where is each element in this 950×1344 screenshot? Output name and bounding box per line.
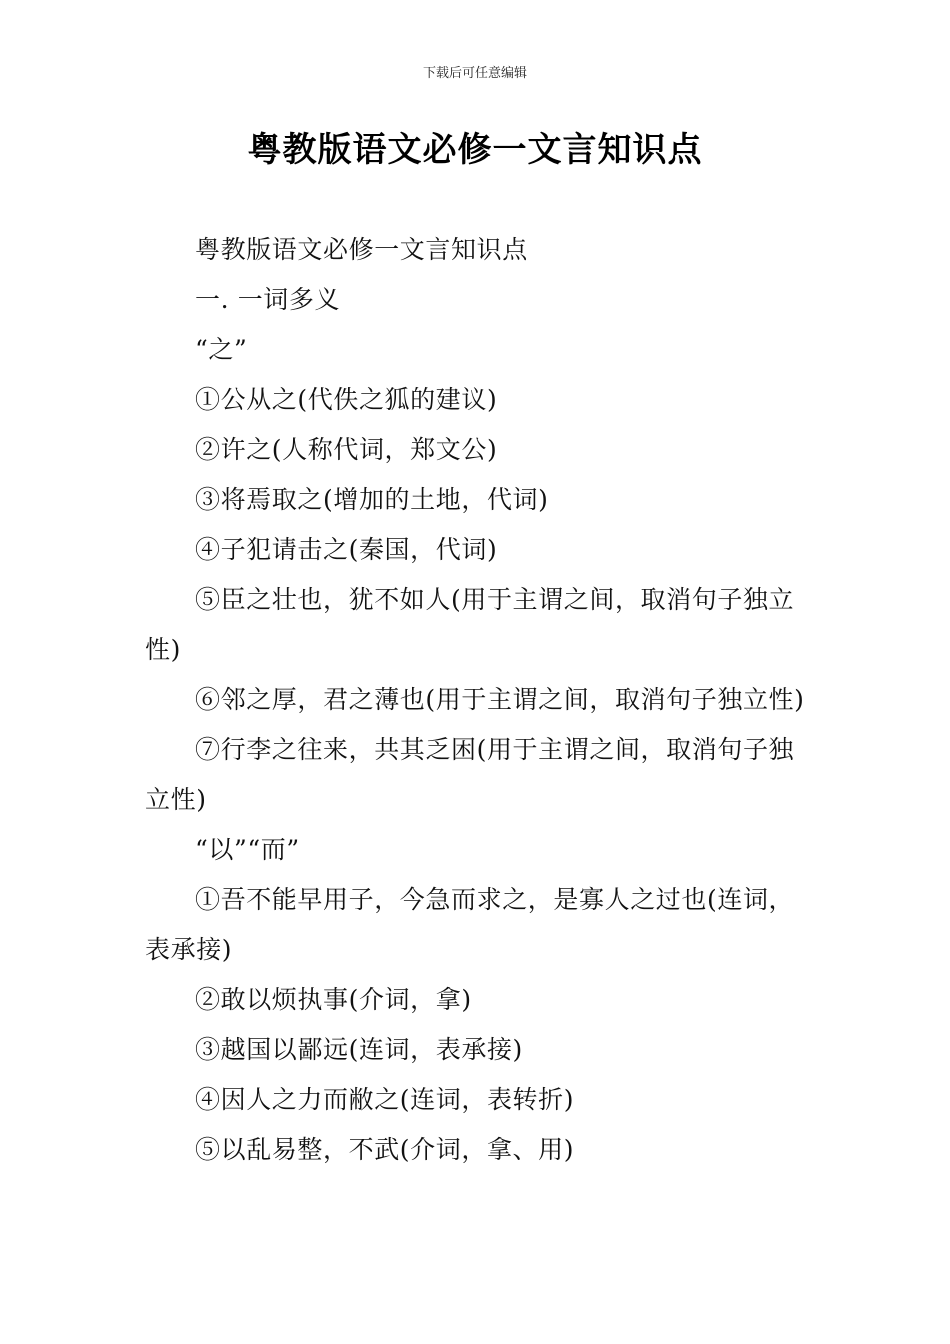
section-heading: 一. 一词多义 xyxy=(195,285,341,314)
body-paragraph: 粤教版语文必修一文言知识点 xyxy=(195,235,528,264)
list-item: ②敢以烦执事(介词，拿) xyxy=(195,985,472,1014)
header-note: 下载后可任意编辑 xyxy=(422,66,527,81)
list-item: ④子犯请击之(秦国，代词) xyxy=(195,535,498,564)
list-item: ④因人之力而敝之(连词，表转折) xyxy=(195,1085,575,1114)
subheading: “以”“而” xyxy=(195,835,300,864)
list-item: ①公从之(代佚之狐的建议) xyxy=(195,385,498,414)
list-item: ②许之(人称代词，郑文公) xyxy=(195,435,498,464)
list-item: ③将焉取之(增加的土地，代词) xyxy=(195,485,549,514)
document-title: 粤教版语文必修一文言知识点 xyxy=(247,130,703,170)
list-item: ①吾不能早用子，今急而求之，是寡人之过也(连词，表承接) xyxy=(145,885,795,964)
list-item: ⑤臣之壮也，犹不如人(用于主谓之间，取消句子独立性) xyxy=(145,585,795,664)
document-body xyxy=(145,225,810,1175)
list-item: ⑤以乱易整，不武(介词，拿、用) xyxy=(195,1135,575,1164)
list-item: ③越国以鄙远(连词，表承接) xyxy=(195,1035,523,1064)
subheading: “之” xyxy=(195,335,248,364)
list-item: ⑦行李之往来，共其乏困(用于主谓之间，取消句子独立性) xyxy=(145,735,795,814)
list-item: ⑥邻之厚，君之薄也(用于主谓之间，取消句子独立性) xyxy=(195,685,805,714)
